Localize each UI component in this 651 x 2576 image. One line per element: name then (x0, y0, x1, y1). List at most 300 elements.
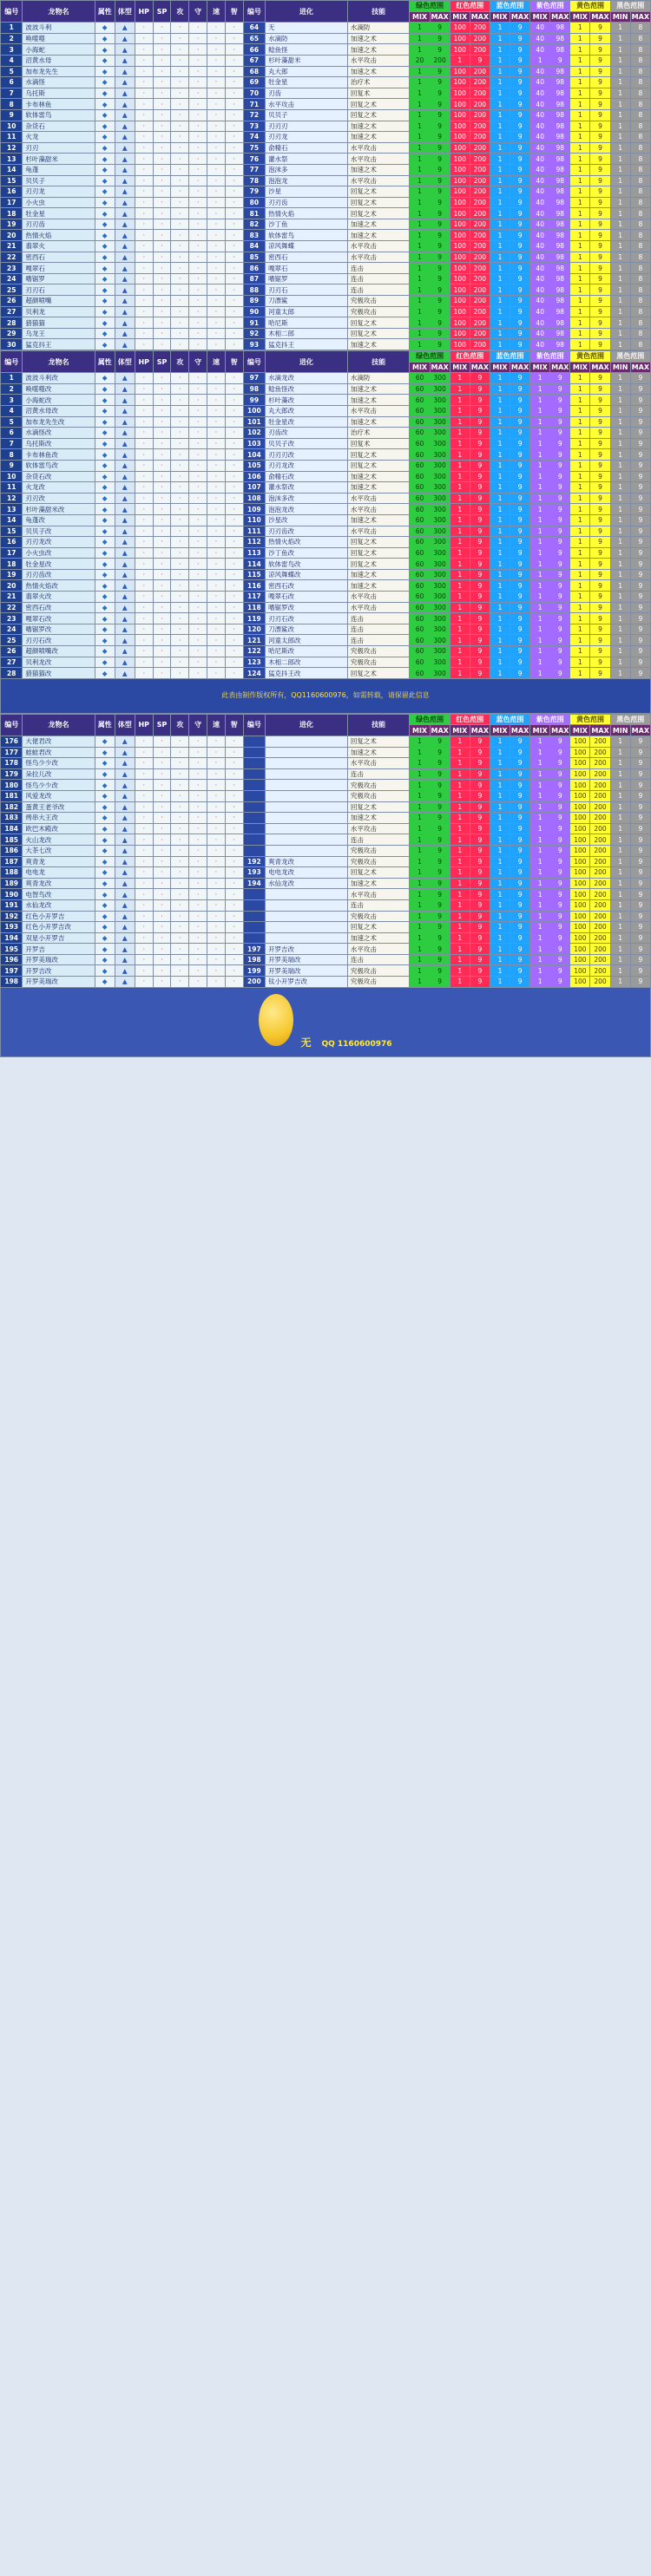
pet-name: 猎猫猫改 (23, 668, 95, 679)
blue-range-max: 9 (510, 657, 530, 668)
col-evo-no: 编号 (243, 351, 265, 373)
red-range-max: 200 (470, 230, 490, 241)
black-range-max: 9 (630, 493, 650, 504)
body-type-icon: ▲ (115, 339, 135, 350)
yellow-range-min: 100 (570, 911, 590, 922)
green-range-min: 1 (410, 328, 430, 339)
stat-grade-icon: · (189, 823, 207, 834)
purple-range-min: 1 (530, 845, 550, 856)
evolution-name: 刀漂鲨 (266, 296, 348, 307)
green-range-max: 9 (430, 142, 450, 154)
stat-grade-icon: · (225, 899, 243, 911)
stat-grade-icon: · (153, 219, 171, 230)
black-range-min: 1 (610, 780, 630, 791)
green-range-max: 300 (430, 514, 450, 526)
col-skill: 技能 (347, 1, 410, 23)
stat-grade-icon: · (189, 395, 207, 406)
attribute-icon: ◆ (95, 834, 115, 846)
stat-grade-icon: · (171, 911, 189, 922)
blue-range-min: 1 (490, 526, 510, 537)
black-range-max: 9 (630, 537, 650, 548)
stat-grade-icon: · (135, 899, 153, 911)
stat-grade-icon: · (135, 208, 153, 219)
purple-range-max: 9 (550, 965, 570, 977)
black-range-max: 9 (630, 845, 650, 856)
stat-grade-icon: · (153, 504, 171, 515)
table-row (1, 899, 651, 911)
blue-range-max: 9 (510, 823, 530, 834)
skill-name: 加速之术 (347, 132, 410, 143)
table-row (1, 646, 651, 657)
stat-grade-icon: · (171, 230, 189, 241)
yellow-range-max: 9 (590, 219, 610, 230)
evolution-number: 121 (243, 635, 265, 646)
black-range-min: 1 (610, 77, 630, 88)
stat-grade-icon: · (207, 23, 226, 34)
yellow-range-max: 9 (590, 504, 610, 515)
purple-range-max: 9 (550, 834, 570, 846)
blue-range-max: 9 (510, 790, 530, 801)
stat-grade-icon: · (171, 186, 189, 198)
col-spd: 速 (207, 351, 226, 373)
black-range-max: 9 (630, 790, 650, 801)
pet-name: 波波斗利 (23, 23, 95, 34)
stat-grade-icon: · (171, 559, 189, 570)
evolution-name: 哈尼斯 (266, 317, 348, 329)
stat-grade-icon: · (135, 44, 153, 56)
stat-grade-icon: · (207, 230, 226, 241)
yellow-range-max: 9 (590, 88, 610, 99)
pet-name: 卡布林鱼 (23, 99, 95, 110)
stat-grade-icon: · (207, 932, 226, 944)
stat-grade-icon: · (135, 284, 153, 296)
purple-range-max: 98 (550, 121, 570, 132)
green-range-min: 1 (410, 154, 430, 165)
purple-range-min: 1 (530, 856, 550, 867)
green-range-min: 60 (410, 537, 430, 548)
stat-grade-icon: · (189, 845, 207, 856)
stat-grade-icon: · (135, 569, 153, 580)
table-row (1, 889, 651, 900)
yellow-range-max: 200 (590, 889, 610, 900)
evolution-name: 泡泡龙改 (266, 504, 348, 515)
purple-range-min: 40 (530, 328, 550, 339)
red-range-min: 1 (450, 856, 470, 867)
red-range-max: 9 (470, 547, 490, 559)
green-range-max: 9 (430, 164, 450, 175)
col-max: MAX (510, 726, 529, 735)
green-range-min: 1 (410, 66, 430, 77)
evolution-name: 木相二郎 (266, 328, 348, 339)
evolution-number: 199 (243, 965, 265, 977)
purple-range-min: 40 (530, 339, 550, 350)
purple-range-max: 9 (550, 845, 570, 856)
purple-range-max: 98 (550, 208, 570, 219)
stat-grade-icon: · (189, 154, 207, 165)
black-range-max: 8 (630, 263, 650, 274)
attribute-icon: ◆ (95, 186, 115, 198)
stat-grade-icon: · (207, 646, 226, 657)
green-range-max: 300 (430, 504, 450, 515)
evolution-number (243, 768, 265, 780)
evolution-number: 124 (243, 668, 265, 679)
blue-range-min: 1 (490, 66, 510, 77)
table-row (1, 801, 651, 813)
stat-grade-icon: · (207, 438, 226, 449)
blue-range-max: 9 (510, 559, 530, 570)
green-range-max: 9 (430, 219, 450, 230)
evolution-number (243, 932, 265, 944)
skill-name: 水平攻击 (347, 602, 410, 613)
body-type-icon: ▲ (115, 230, 135, 241)
yellow-range-max: 9 (590, 154, 610, 165)
green-range-max: 9 (430, 306, 450, 317)
black-range-min: 1 (610, 911, 630, 922)
skill-name: 加速之术 (347, 383, 410, 395)
stat-grade-icon: · (225, 175, 243, 186)
stat-grade-icon: · (207, 460, 226, 471)
stat-grade-icon: · (207, 602, 226, 613)
pet-number: 17 (1, 197, 23, 208)
black-range-max: 9 (630, 856, 650, 867)
yellow-range-min: 1 (570, 635, 590, 646)
green-range-min: 1 (410, 23, 430, 34)
stat-grade-icon: · (225, 878, 243, 889)
yellow-range-min: 100 (570, 768, 590, 780)
skill-name: 加速之术 (347, 932, 410, 944)
purple-range-max: 9 (550, 889, 570, 900)
green-range-max: 9 (430, 208, 450, 219)
blue-range-max: 9 (510, 493, 530, 504)
no-evolution-note (1, 987, 651, 1056)
evolution-name: 热情火焰 (266, 208, 348, 219)
table-row (1, 77, 651, 88)
stat-grade-icon: · (153, 339, 171, 350)
red-range-max: 200 (470, 208, 490, 219)
stat-grade-icon: · (153, 208, 171, 219)
red-range-min: 1 (450, 559, 470, 570)
purple-range-max: 9 (550, 405, 570, 416)
green-range-min: 60 (410, 559, 430, 570)
red-range-max: 9 (470, 965, 490, 977)
red-range-max: 9 (470, 944, 490, 955)
table-row (1, 526, 651, 537)
green-range-max: 9 (430, 856, 450, 867)
pet-number: 3 (1, 44, 23, 56)
stat-grade-icon: · (189, 613, 207, 624)
green-range-min: 1 (410, 219, 430, 230)
attribute-icon: ◆ (95, 813, 115, 824)
black-range-min: 1 (610, 954, 630, 965)
red-range-max: 9 (470, 471, 490, 482)
black-range-min: 1 (610, 88, 630, 99)
purple-range-min: 1 (530, 823, 550, 834)
evolution-name: 无 (266, 23, 348, 34)
skill-name: 连击 (347, 834, 410, 846)
stat-grade-icon: · (189, 175, 207, 186)
attribute-icon: ◆ (95, 230, 115, 241)
pet-name: 开罗美瑞改 (23, 954, 95, 965)
stat-grade-icon: · (189, 867, 207, 879)
red-range-min: 100 (450, 175, 470, 186)
stat-grade-icon: · (225, 219, 243, 230)
stat-grade-icon: · (207, 569, 226, 580)
black-range-max: 8 (630, 154, 650, 165)
green-range-max: 9 (430, 954, 450, 965)
green-range-min: 1 (410, 339, 430, 350)
pet-number: 15 (1, 175, 23, 186)
evolution-number (243, 889, 265, 900)
pet-name: 小海蛇改 (23, 395, 95, 406)
stat-grade-icon: · (225, 747, 243, 758)
stat-grade-icon: · (153, 635, 171, 646)
stat-grade-icon: · (225, 834, 243, 846)
evolution-name: 鲶鱼怪 (266, 44, 348, 56)
stat-grade-icon: · (171, 164, 189, 175)
yellow-range-min: 1 (570, 263, 590, 274)
yellow-range-min: 100 (570, 834, 590, 846)
yellow-range-min: 1 (570, 284, 590, 296)
table-row (1, 142, 651, 154)
blue-range-min: 1 (490, 175, 510, 186)
purple-range-min: 40 (530, 252, 550, 263)
blue-range-max: 9 (510, 273, 530, 284)
green-range-max: 9 (430, 780, 450, 791)
col-atk: 攻 (171, 714, 189, 736)
black-range-max: 9 (630, 624, 650, 635)
yellow-range-min: 1 (570, 77, 590, 88)
skill-name: 水滴防 (347, 373, 410, 384)
pet-name: 加布龙先生 (23, 66, 95, 77)
pet-name: 红色小开罗吉 (23, 911, 95, 922)
black-range-max: 9 (630, 867, 650, 879)
evolution-number: 117 (243, 592, 265, 603)
pet-number: 22 (1, 602, 23, 613)
stat-grade-icon: · (189, 121, 207, 132)
yellow-range-max: 9 (590, 613, 610, 624)
attribute-icon: ◆ (95, 504, 115, 515)
yellow-range-max: 9 (590, 317, 610, 329)
yellow-range-min: 1 (570, 602, 590, 613)
pet-number: 189 (1, 878, 23, 889)
stat-grade-icon: · (135, 186, 153, 198)
stat-grade-icon: · (153, 867, 171, 879)
stat-grade-icon: · (207, 175, 226, 186)
green-range-min: 1 (410, 845, 430, 856)
black-range-min: 1 (610, 33, 630, 44)
col-purple: 紫色范围 (530, 1, 570, 12)
purple-range-max: 9 (550, 736, 570, 748)
blue-range-min: 1 (490, 44, 510, 56)
blue-range-max: 9 (510, 132, 530, 143)
pet-name: 爽青龙改 (23, 878, 95, 889)
stat-grade-icon: · (135, 306, 153, 317)
yellow-range-max: 9 (590, 428, 610, 439)
skill-name: 回复之术 (347, 867, 410, 879)
blue-range-min: 1 (490, 813, 510, 824)
stat-grade-icon: · (189, 657, 207, 668)
red-range-max: 9 (470, 856, 490, 867)
body-type-icon: ▲ (115, 922, 135, 933)
purple-range-min: 1 (530, 646, 550, 657)
stat-grade-icon: · (135, 856, 153, 867)
yellow-range-min: 1 (570, 44, 590, 56)
pet-name: 开罗美瑞改 (23, 977, 95, 988)
stat-grade-icon: · (135, 646, 153, 657)
pet-name: 刃刃石改 (23, 635, 95, 646)
stat-grade-icon: · (189, 109, 207, 121)
stat-grade-icon: · (189, 899, 207, 911)
stat-grade-icon: · (207, 328, 226, 339)
stat-grade-icon: · (207, 471, 226, 482)
blue-range-min: 1 (490, 932, 510, 944)
pet-name: 杉叶藻甜米 (23, 154, 95, 165)
yellow-range-max: 200 (590, 965, 610, 977)
pet-number: 6 (1, 428, 23, 439)
stat-grade-icon: · (153, 911, 171, 922)
black-range-min: 1 (610, 142, 630, 154)
black-range-min: 1 (610, 657, 630, 668)
evolution-number: 103 (243, 438, 265, 449)
pet-number: 8 (1, 99, 23, 110)
skill-name: 回复之术 (347, 801, 410, 813)
purple-range-min: 1 (530, 635, 550, 646)
blue-range-min: 1 (490, 428, 510, 439)
green-range-min: 60 (410, 547, 430, 559)
table-row (1, 547, 651, 559)
evolution-number (243, 747, 265, 758)
stat-grade-icon: · (135, 428, 153, 439)
purple-range-max: 9 (550, 504, 570, 515)
stat-grade-icon: · (153, 186, 171, 198)
yellow-range-max: 200 (590, 856, 610, 867)
stat-grade-icon: · (207, 88, 226, 99)
red-range-min: 100 (450, 66, 470, 77)
skill-name: 回复之术 (347, 317, 410, 329)
stat-grade-icon: · (153, 559, 171, 570)
attribute-icon: ◆ (95, 889, 115, 900)
col-no: 编号 (1, 1, 23, 23)
pet-number: 11 (1, 482, 23, 494)
stat-grade-icon: · (135, 657, 153, 668)
purple-range-max: 9 (550, 569, 570, 580)
stat-grade-icon: · (225, 613, 243, 624)
body-type-icon: ▲ (115, 460, 135, 471)
attribute-icon: ◆ (95, 790, 115, 801)
attribute-icon: ◆ (95, 736, 115, 748)
blue-range-max: 9 (510, 801, 530, 813)
stat-grade-icon: · (225, 646, 243, 657)
red-range-min: 1 (450, 813, 470, 824)
table-row (1, 845, 651, 856)
pet-name: 牡金星 (23, 208, 95, 219)
evolution-number (243, 790, 265, 801)
table-row (1, 878, 651, 889)
red-range-min: 1 (450, 768, 470, 780)
blue-range-min: 1 (490, 965, 510, 977)
black-range-min: 1 (610, 790, 630, 801)
stat-grade-icon: · (135, 889, 153, 900)
black-range-max: 8 (630, 23, 650, 34)
table-row (1, 460, 651, 471)
evolution-number: 83 (243, 230, 265, 241)
stat-grade-icon: · (153, 889, 171, 900)
stat-grade-icon: · (225, 154, 243, 165)
red-range-max: 9 (470, 580, 490, 592)
yellow-range-min: 1 (570, 646, 590, 657)
col-evo: 进化 (266, 351, 348, 373)
table-row (1, 493, 651, 504)
green-range-max: 300 (430, 559, 450, 570)
yellow-range-max: 9 (590, 284, 610, 296)
stat-grade-icon: · (189, 296, 207, 307)
table-row (1, 306, 651, 317)
purple-range-max: 98 (550, 263, 570, 274)
blue-range-min: 1 (490, 977, 510, 988)
evolution-name: 牡金星 (266, 77, 348, 88)
stat-grade-icon: · (225, 526, 243, 537)
col-atk: 攻 (171, 1, 189, 23)
blue-range-min: 1 (490, 77, 510, 88)
stat-grade-icon: · (189, 580, 207, 592)
yellow-range-max: 9 (590, 263, 610, 274)
black-range-min: 1 (610, 668, 630, 679)
green-range-min: 1 (410, 186, 430, 198)
stat-grade-icon: · (135, 911, 153, 922)
pet-number: 193 (1, 922, 23, 933)
blue-range-min: 1 (490, 823, 510, 834)
blue-range-min: 1 (490, 889, 510, 900)
purple-range-max: 98 (550, 219, 570, 230)
black-range-max: 9 (630, 736, 650, 748)
red-range-max: 9 (470, 405, 490, 416)
evolution-name: 刃齿 (266, 88, 348, 99)
stat-grade-icon: · (153, 823, 171, 834)
pet-name: 双星小开罗吉 (23, 932, 95, 944)
blue-range-min: 1 (490, 317, 510, 329)
purple-range-max: 9 (550, 449, 570, 461)
table-row (1, 780, 651, 791)
col-min: MIX (530, 725, 550, 736)
stat-grade-icon: · (153, 471, 171, 482)
blue-range-min: 1 (490, 602, 510, 613)
yellow-range-max: 9 (590, 559, 610, 570)
stat-grade-icon: · (171, 889, 189, 900)
stat-grade-icon: · (207, 878, 226, 889)
red-range-min: 1 (450, 867, 470, 879)
stat-grade-icon: · (189, 856, 207, 867)
blue-range-max: 9 (510, 526, 530, 537)
purple-range-max: 98 (550, 77, 570, 88)
stat-grade-icon: · (189, 537, 207, 548)
stat-grade-icon: · (135, 405, 153, 416)
yellow-range-min: 100 (570, 899, 590, 911)
stat-grade-icon: · (225, 624, 243, 635)
skill-name: 加速之术 (347, 33, 410, 44)
purple-range-max: 9 (550, 537, 570, 548)
black-range-min: 1 (610, 613, 630, 624)
red-range-max: 9 (470, 867, 490, 879)
yellow-range-max: 9 (590, 482, 610, 494)
green-range-max: 300 (430, 602, 450, 613)
yellow-range-max: 200 (590, 878, 610, 889)
stat-grade-icon: · (171, 922, 189, 933)
skill-name: 回复之术 (347, 668, 410, 679)
attribute-icon: ◆ (95, 339, 115, 350)
stat-grade-icon: · (189, 33, 207, 44)
stat-grade-icon: · (189, 317, 207, 329)
stat-grade-icon: · (135, 504, 153, 515)
